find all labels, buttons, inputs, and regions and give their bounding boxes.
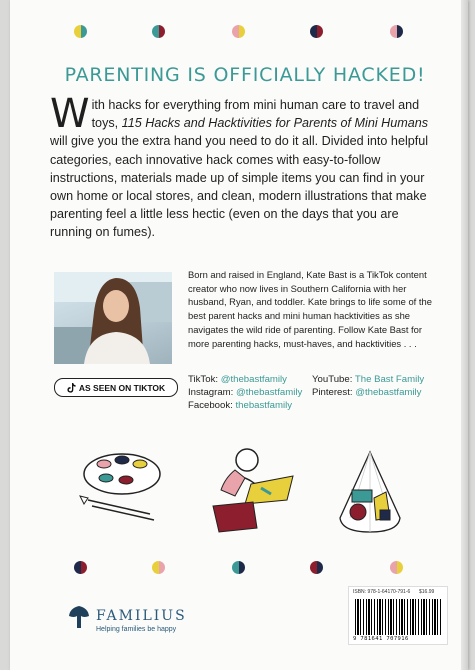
- as-seen-on-tiktok-badge: [54, 378, 178, 397]
- intro-text-1: ith hacks for everything from mini human care to travel and toys,: [91, 98, 420, 131]
- social-handle: @thebastfamily: [220, 374, 287, 385]
- social-pinterest: [312, 387, 421, 399]
- publisher-tagline: Helping families be happy: [96, 626, 177, 633]
- book-back-cover: [10, 0, 468, 670]
- social-instagram: [188, 387, 302, 399]
- price-text: $16.99: [419, 589, 435, 595]
- headline: PARENTING IS OFFICIALLY HACKED!: [64, 64, 426, 86]
- decorative-dot: [152, 25, 165, 38]
- bottom-dot-row: [10, 561, 468, 581]
- author-photo-illustration: [54, 272, 172, 364]
- decorative-dot: [74, 25, 87, 38]
- social-label: YouTube:: [312, 374, 353, 385]
- toy-bag-illustration: [330, 448, 410, 536]
- social-label: Pinterest:: [312, 387, 353, 398]
- decorative-dot: [390, 561, 403, 574]
- decorative-dot: [310, 561, 323, 574]
- decorative-dot: [310, 25, 323, 38]
- intro-paragraph: [50, 91, 435, 242]
- isbn-barcode: [348, 586, 448, 645]
- social-label: Instagram:: [188, 387, 234, 398]
- badge-label: AS SEEN ON TIKTOK: [78, 382, 166, 393]
- top-dot-row: [10, 25, 468, 45]
- tiktok-icon: [67, 383, 76, 393]
- intro-text-2: will give you the extra hand you need to do it all. Divided into helpful categories, each innovative hack comes with easy-to-follow instructions, materials made up of simple items you can find in your own home or local stores, and clean, modern illustrations that make parenting feel a little less hectic (even on the days that you are running on fumes).: [50, 134, 429, 240]
- isbn-text: ISBN: 978-1-64170-791-6: [353, 589, 411, 595]
- decorative-dot: [152, 561, 165, 574]
- decorative-dot: [232, 25, 245, 38]
- author-photo: [54, 272, 172, 364]
- publisher-logo: [66, 604, 187, 635]
- decorative-dot: [390, 25, 403, 38]
- tree-logo-icon: [66, 604, 92, 630]
- social-facebook: [188, 400, 292, 412]
- social-tiktok: [188, 374, 287, 386]
- barcode-digits: 9 781641 707916: [353, 636, 409, 642]
- book-title: 115 Hacks and Hacktivities for Parents of Mini Humans: [121, 116, 429, 131]
- social-handle: @thebastfamily: [355, 387, 422, 398]
- drop-cap: W: [50, 91, 90, 137]
- paint-palette-illustration: [70, 448, 176, 528]
- social-handle: The Bast Family: [354, 374, 425, 385]
- barcode-bars: [355, 599, 441, 635]
- social-label: Facebook:: [188, 400, 233, 411]
- toddler-painting-illustration: [205, 448, 305, 533]
- cover-edge: [461, 0, 468, 670]
- publisher-name: FAMILIUS: [96, 608, 187, 624]
- social-youtube: [312, 374, 424, 386]
- author-bio: Born and raised in England, Kate Bast is a TikTok content creator who now lives in Southern California with her husband, Ryan, and toddler. Kate brings to life some of the best parent hacks and mini human hacktivities as she navigates the wild ride of parenting. Follow Kate Bast for more parenting hacks, must-haves, and hacktivities . . .: [188, 269, 432, 349]
- decorative-dot: [232, 561, 245, 574]
- social-handle: @thebastfamily: [236, 387, 303, 398]
- decorative-dot: [74, 561, 87, 574]
- social-handle: thebastfamily: [235, 400, 293, 411]
- social-label: TikTok:: [188, 374, 219, 385]
